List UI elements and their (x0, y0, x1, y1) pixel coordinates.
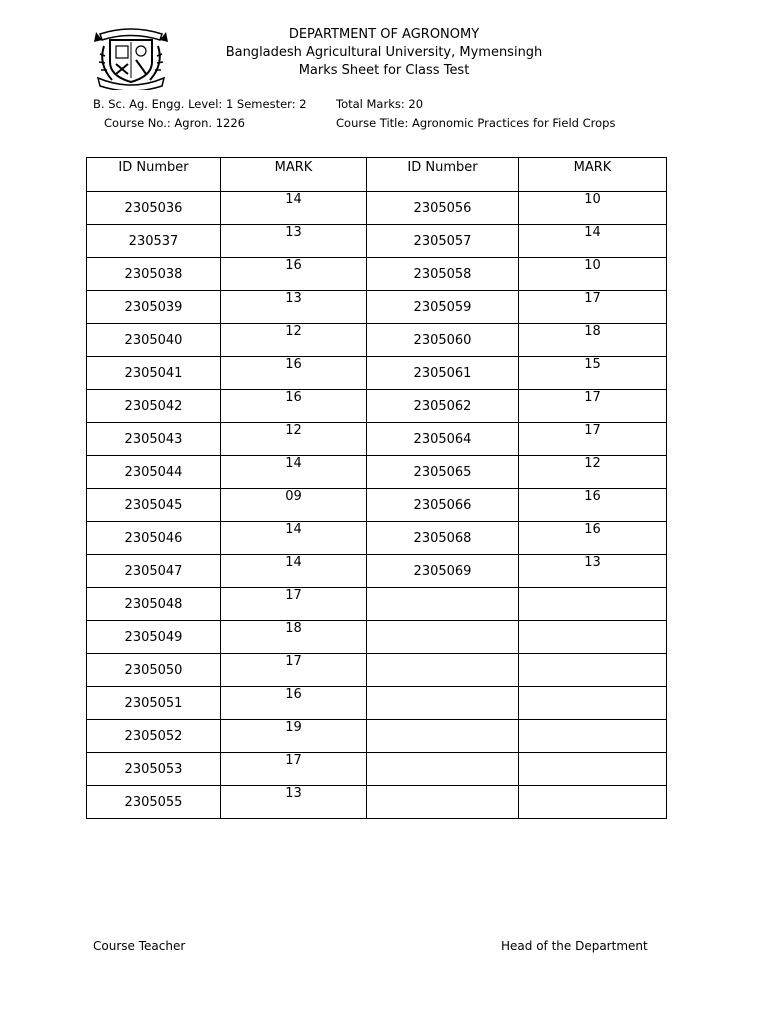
mark-cell: 13 (221, 786, 367, 819)
table-row (87, 654, 667, 687)
student-id-cell: 2305059 (367, 291, 519, 324)
student-id-cell: 2305046 (87, 522, 221, 555)
document-header (180, 26, 588, 80)
student-id-cell (367, 621, 519, 654)
table-row (87, 324, 667, 357)
table-row (87, 423, 667, 456)
column-header-id-number-2: ID Number (367, 158, 519, 192)
student-id-cell: 2305064 (367, 423, 519, 456)
table-row (87, 753, 667, 786)
mark-cell: 10 (519, 258, 667, 291)
mark-cell: 14 (519, 225, 667, 258)
student-id-cell: 2305068 (367, 522, 519, 555)
mark-cell: 16 (221, 687, 367, 720)
mark-cell (519, 621, 667, 654)
student-id-cell: 2305052 (87, 720, 221, 753)
student-id-cell: 2305049 (87, 621, 221, 654)
mark-cell: 17 (221, 654, 367, 687)
student-id-cell: 2305061 (367, 357, 519, 390)
mark-cell: 17 (221, 753, 367, 786)
table-row (87, 258, 667, 291)
student-id-cell (367, 687, 519, 720)
student-id-cell: 2305038 (87, 258, 221, 291)
table-row (87, 522, 667, 555)
program-level: B. Sc. Ag. Engg. Level: 1 Semester: 2 (93, 97, 307, 111)
student-id-cell: 230537 (87, 225, 221, 258)
mark-cell: 09 (221, 489, 367, 522)
mark-cell: 16 (221, 357, 367, 390)
table-row (87, 720, 667, 753)
table-row (87, 555, 667, 588)
course-title: Course Title: Agronomic Practices for Field Crops (336, 116, 616, 130)
mark-cell (519, 720, 667, 753)
student-id-cell: 2305069 (367, 555, 519, 588)
mark-cell (519, 786, 667, 819)
mark-cell: 14 (221, 456, 367, 489)
mark-cell: 19 (221, 720, 367, 753)
table-row (87, 687, 667, 720)
student-id-cell (367, 753, 519, 786)
mark-cell: 12 (221, 423, 367, 456)
mark-cell: 13 (221, 291, 367, 324)
table-row (87, 489, 667, 522)
student-id-cell: 2305039 (87, 291, 221, 324)
course-number: Course No.: Agron. 1226 (104, 116, 245, 130)
student-id-cell: 2305056 (367, 192, 519, 225)
mark-cell: 14 (221, 522, 367, 555)
mark-cell: 16 (519, 489, 667, 522)
total-marks: Total Marks: 20 (336, 97, 424, 111)
student-id-cell: 2305047 (87, 555, 221, 588)
column-header-mark-2: MARK (519, 158, 667, 192)
student-id-cell: 2305065 (367, 456, 519, 489)
column-header-id-number: ID Number (87, 158, 221, 192)
department-title: DEPARTMENT OF AGRONOMY (288, 27, 480, 42)
mark-cell (519, 687, 667, 720)
table-row (87, 390, 667, 423)
student-id-cell: 2305045 (87, 489, 221, 522)
mark-cell: 17 (519, 423, 667, 456)
student-id-cell: 2305050 (87, 654, 221, 687)
mark-cell: 13 (519, 555, 667, 588)
table-row (87, 357, 667, 390)
course-teacher-signature-label: Course Teacher (93, 939, 186, 953)
mark-cell: 16 (519, 522, 667, 555)
marks-table-body (87, 192, 667, 819)
mark-cell: 12 (221, 324, 367, 357)
student-id-cell: 2305036 (87, 192, 221, 225)
table-row (87, 291, 667, 324)
mark-cell: 12 (519, 456, 667, 489)
student-id-cell: 2305044 (87, 456, 221, 489)
sheet-title: Marks Sheet for Class Test (298, 63, 470, 78)
table-row (87, 621, 667, 654)
student-id-cell (367, 654, 519, 687)
student-id-cell: 2305055 (87, 786, 221, 819)
mark-cell: 14 (221, 555, 367, 588)
student-id-cell (367, 588, 519, 621)
mark-cell: 17 (519, 291, 667, 324)
mark-cell: 14 (221, 192, 367, 225)
student-id-cell: 2305066 (367, 489, 519, 522)
table-row (87, 192, 667, 225)
student-id-cell: 2305040 (87, 324, 221, 357)
mark-cell: 16 (221, 258, 367, 291)
mark-cell: 18 (221, 621, 367, 654)
table-row (87, 786, 667, 819)
student-id-cell: 2305060 (367, 324, 519, 357)
column-header-mark: MARK (221, 158, 367, 192)
student-id-cell: 2305043 (87, 423, 221, 456)
mark-cell: 15 (519, 357, 667, 390)
table-row (87, 588, 667, 621)
student-id-cell: 2305048 (87, 588, 221, 621)
student-id-cell: 2305042 (87, 390, 221, 423)
mark-cell: 17 (519, 390, 667, 423)
table-row (87, 225, 667, 258)
mark-cell: 10 (519, 192, 667, 225)
student-id-cell: 2305051 (87, 687, 221, 720)
mark-cell: 13 (221, 225, 367, 258)
student-id-cell (367, 720, 519, 753)
student-id-cell (367, 786, 519, 819)
mark-cell: 16 (221, 390, 367, 423)
student-id-cell: 2305057 (367, 225, 519, 258)
mark-cell (519, 588, 667, 621)
mark-cell: 18 (519, 324, 667, 357)
university-crest-icon (92, 24, 170, 90)
student-id-cell: 2305062 (367, 390, 519, 423)
marks-table (86, 157, 667, 819)
table-header-row (87, 158, 667, 192)
student-id-cell: 2305058 (367, 258, 519, 291)
mark-cell: 17 (221, 588, 367, 621)
mark-cell (519, 654, 667, 687)
mark-cell (519, 753, 667, 786)
department-head-signature-label: Head of the Department (501, 939, 648, 953)
student-id-cell: 2305053 (87, 753, 221, 786)
table-row (87, 456, 667, 489)
university-name: Bangladesh Agricultural University, Mymensingh (225, 45, 543, 60)
student-id-cell: 2305041 (87, 357, 221, 390)
